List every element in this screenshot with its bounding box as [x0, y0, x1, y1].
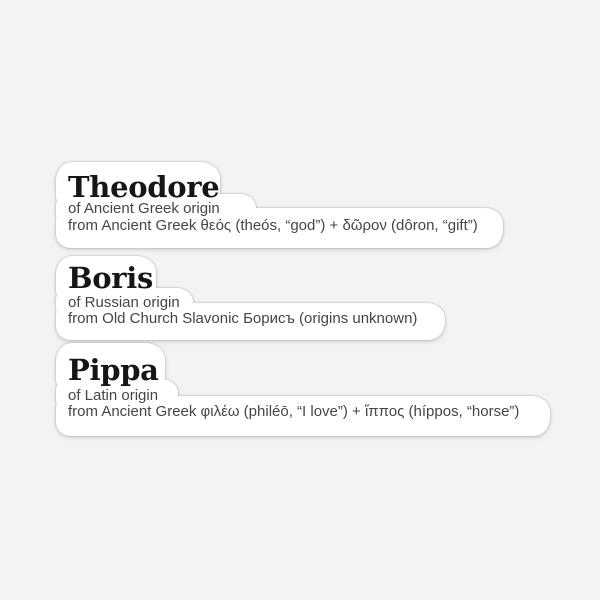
- origin-line: of Russian origin: [68, 294, 180, 311]
- name-title: Pippa: [68, 353, 159, 387]
- etymology-line: from Ancient Greek φιλέω (philéō, “I love”) + ἵππος (híppos, “horse”): [68, 403, 520, 420]
- name-title: Boris: [68, 261, 153, 295]
- etymology-line: from Ancient Greek θεός (theós, “god”) + δῶρον (dôron, “gift”): [68, 217, 478, 234]
- sticker-theodore: [56, 162, 503, 248]
- sticker-pippa: [56, 343, 550, 436]
- etymology-line: from Old Church Slavonic Борисъ (origins unknown): [68, 310, 418, 327]
- origin-line: of Latin origin: [68, 387, 159, 404]
- origin-line: of Ancient Greek origin: [68, 200, 220, 217]
- sticker-boris: [56, 256, 445, 340]
- name-title: Theodore: [68, 170, 220, 204]
